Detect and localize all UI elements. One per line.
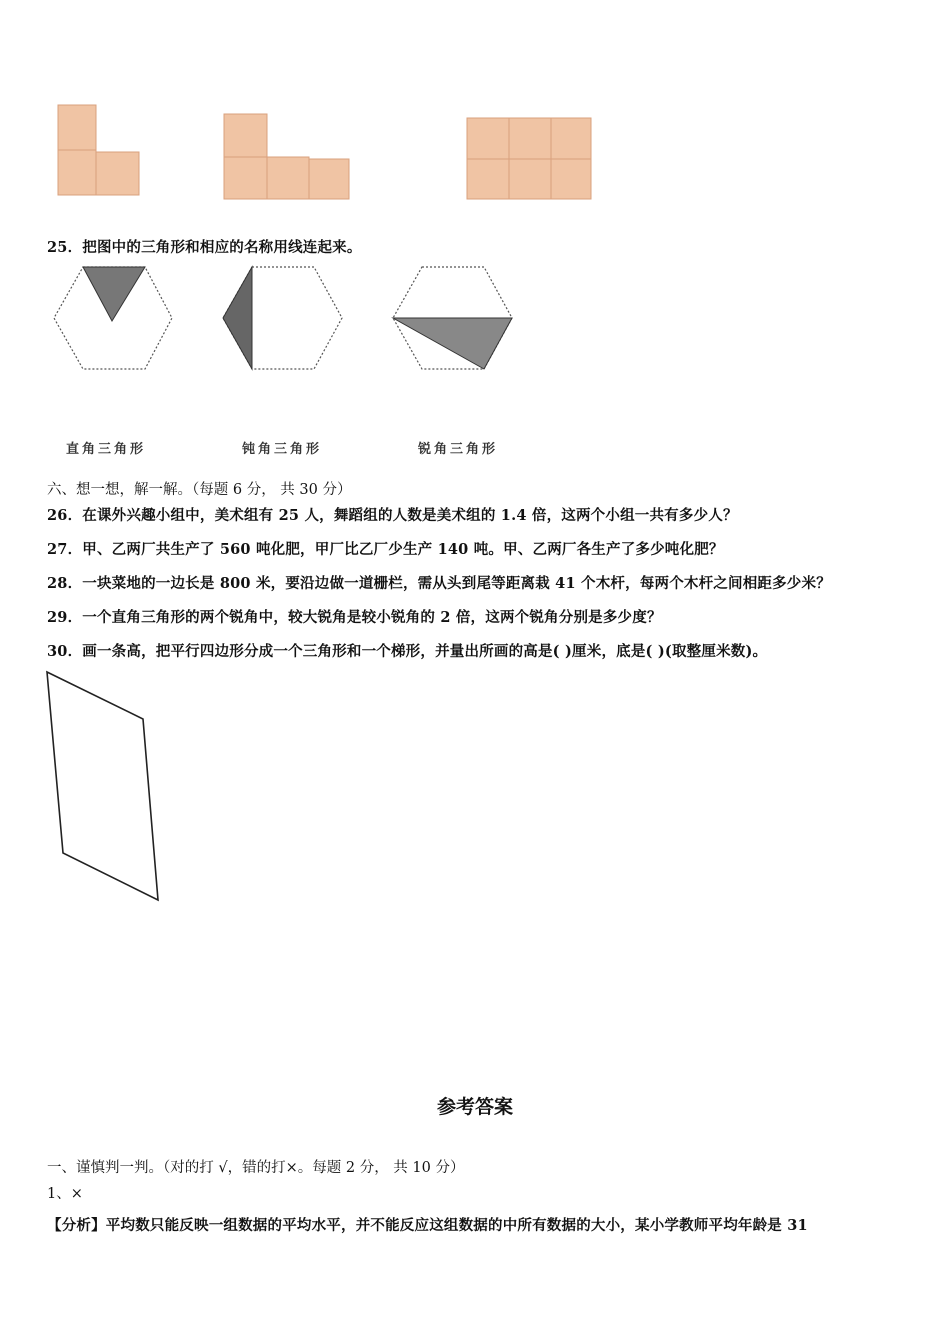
question-27: 27．甲、乙两厂共生产了 560 吨化肥，甲厂比乙厂少生产 140 吨。甲、乙两厂各生产了多少吨化肥？: [47, 541, 724, 558]
question-30: 30．画一条高，把平行四边形分成一个三角形和一个梯形，并量出所画的高是( )厘米，底是( )(取整厘米数)。: [47, 643, 768, 660]
shaded-triangle-1: [83, 267, 145, 321]
view-2-blocks: [222, 112, 362, 212]
hexagon-1: [50, 265, 180, 375]
answer-title: 参考答案: [436, 1096, 513, 1118]
parallelogram: [40, 668, 170, 908]
triangle-label-right: 直角三角形: [66, 442, 147, 457]
triangle-label-obtuse: 钝角三角形: [242, 442, 323, 457]
section-6-heading: 六、想一想，解一解。（每题 6 分， 共 30 分）: [47, 482, 352, 498]
question-28: 28．一块菜地的一边长是 800 米，要沿边做一道栅栏，需从头到尾等距离栽 41 个木杆，每两个木杆之间相距多少米？: [47, 575, 831, 592]
view-3-blocks: [465, 116, 605, 206]
question-29: 29．一个直角三角形的两个锐角中，较大锐角是较小锐角的 2 倍，这两个锐角分别是多少度？: [47, 609, 662, 626]
shaded-triangle-2: [223, 267, 252, 369]
hexagon-3: [390, 265, 520, 375]
answer-section-1: 一、谨慎判一判。（对的打 √，错的打×。每题 2 分， 共 10 分）: [47, 1160, 465, 1176]
hexagon-2: [220, 265, 350, 375]
view-1-blocks: [55, 103, 155, 203]
triangle-label-acute: 锐角三角形: [418, 442, 499, 457]
question-26: 26．在课外兴趣小组中，美术组有 25 人，舞蹈组的人数是美术组的 1.4 倍，这两个小组一共有多少人？: [47, 507, 738, 524]
shaded-triangle-3: [393, 318, 512, 369]
question-25: 25．把图中的三角形和相应的名称用线连起来。: [47, 239, 362, 256]
answer-analysis: 【分析】平均数只能反映一组数据的平均水平，并不能反应这组数据的中所有数据的大小，某小学教师平均年龄是 31: [47, 1217, 808, 1234]
answer-item-1: 1、×: [47, 1186, 83, 1202]
